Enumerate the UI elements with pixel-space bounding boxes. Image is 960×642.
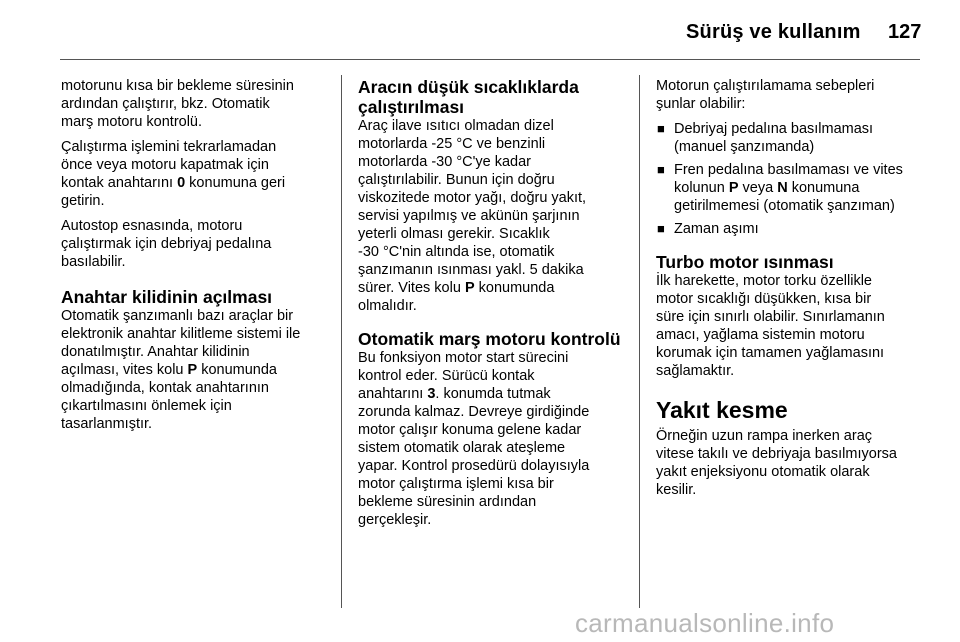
text-line: çalıştırmak için debriyaj pedalına — [61, 236, 272, 252]
section-heading: Turbo motor ısınması — [656, 252, 834, 272]
text-line: yeterli olması gerekir. Sıcaklık — [358, 226, 550, 242]
paragraph — [61, 77, 333, 131]
text-line — [674, 179, 940, 197]
text-line: sağlamaktır. — [656, 363, 735, 379]
text-line: (manuel şanzımanda) — [674, 139, 815, 155]
text-line: korumak için tamamen yağlamasını — [656, 345, 885, 361]
text-line: elektronik anahtar kilitleme sistemi ile — [61, 326, 301, 342]
text-line: zorunda kalmaz. Devreye girdiğinde — [358, 404, 590, 420]
list-item — [656, 161, 940, 215]
section-heading: Otomatik marş motoru kontrolü — [358, 329, 621, 349]
section-heading: Anahtar kilidinin açılması — [61, 287, 273, 307]
text-line: getirin. — [61, 193, 105, 209]
text-line: donatılmıştır. Anahtar kilidinin — [61, 344, 250, 360]
text-line: kesilir. — [656, 482, 697, 498]
list-item — [656, 220, 940, 238]
text-span: sürer. Vites kolu — [358, 280, 465, 296]
text-line: şanzımanın ısınması yakl. 5 dakika — [358, 262, 584, 278]
text-line: motorlarda -25 °C ve benzinli — [358, 136, 546, 152]
text-line — [358, 279, 633, 297]
text-line: Zaman aşımı — [674, 221, 759, 237]
paragraph — [61, 307, 333, 433]
text-line: Araç ilave ısıtıcı olmadan dizel — [358, 118, 554, 134]
paragraph — [61, 138, 333, 210]
text-line: yakıt enjeksiyonu otomatik olarak — [656, 464, 870, 480]
chapter-heading: Yakıt kesme — [656, 397, 788, 423]
list-item — [656, 120, 940, 156]
paragraph — [358, 117, 633, 315]
column-2 — [358, 77, 633, 536]
bullet-icon: ■ — [657, 162, 665, 177]
column-divider — [341, 75, 342, 608]
text-line: tasarlanmıştır. — [61, 416, 153, 432]
text-line: yapar. Kontrol prosedürü dolayısıyla — [358, 458, 590, 474]
column-divider — [639, 75, 640, 608]
text-line: marş motoru kontrolü. — [61, 114, 203, 130]
text-line: -30 °C'nin altında ise, otomatik — [358, 244, 555, 260]
text-line: viskozitede motor yağı, doğru yakıt, — [358, 190, 587, 206]
paragraph — [358, 349, 633, 529]
text-line: Örneğin uzun rampa inerken araç — [656, 428, 873, 444]
text-line: basılabilir. — [61, 254, 126, 270]
bold-text: P — [187, 362, 198, 378]
text-span: konumuna geri — [185, 175, 286, 191]
column-3 — [656, 77, 940, 506]
text-span: anahtarını — [358, 386, 428, 402]
text-line: çalıştırılabilir. Bunun için doğru — [358, 172, 555, 188]
bold-text: P — [728, 180, 739, 196]
text-span: kolunun — [674, 180, 729, 196]
bold-text: 0 — [177, 175, 186, 191]
text-line: motor çalışır konuma gelene kadar — [358, 422, 582, 438]
bold-text: 3 — [427, 386, 436, 402]
text-line: olmadığında, kontak anahtarının — [61, 380, 269, 396]
text-line: Otomatik şanzımanlı bazı araçlar bir — [61, 308, 294, 324]
text-line: servisi yapılmış ve akünün şarjının — [358, 208, 580, 224]
bold-text: N — [777, 180, 788, 196]
bullet-icon: ■ — [657, 221, 665, 236]
text-line: motorunu kısa bir bekleme süresinin — [61, 78, 294, 94]
text-line — [61, 361, 333, 379]
text-span: kontak anahtarını — [61, 175, 178, 191]
text-line: vitese takılı ve debriyaja basılmıyorsa — [656, 446, 897, 462]
text-line: Autostop esnasında, motoru — [61, 218, 243, 234]
text-line: amacı, yağlama sistemin motoru — [656, 327, 865, 343]
text-line: Bu fonksiyon motor start sürecini — [358, 350, 569, 366]
text-line: gerçekleşir. — [358, 512, 432, 528]
text-line: bekleme süresinin ardından — [358, 494, 537, 510]
text-line: önce veya motoru kapatmak için — [61, 157, 269, 173]
column-1 — [61, 77, 333, 440]
bullet-icon: ■ — [657, 121, 665, 136]
text-span: konumunda — [197, 362, 277, 378]
text-line: süre için sınırlı olabilir. Sınırlamanın — [656, 309, 885, 325]
text-line: motorlarda -30 °C'ye kadar — [358, 154, 531, 170]
text-line — [61, 174, 333, 192]
text-span: açılması, vites kolu — [61, 362, 188, 378]
text-line: İlk harekette, motor torku özellikle — [656, 273, 872, 289]
bullet-list — [656, 120, 940, 238]
text-line: Çalıştırma işlemini tekrarlamadan — [61, 139, 277, 155]
page-title: Sürüş ve kullanım — [686, 21, 861, 43]
bold-text: P — [464, 280, 475, 296]
text-line: Motorun çalıştırılamama sebepleri — [656, 78, 875, 94]
text-line: Debriyaj pedalına basılmaması — [674, 121, 874, 137]
section-heading — [358, 77, 633, 117]
paragraph — [656, 272, 940, 380]
text-line: olmalıdır. — [358, 298, 417, 314]
text-line: sistem otomatik olarak ateşleme — [358, 440, 566, 456]
text-line: Fren pedalına basılmaması ve vites — [674, 162, 903, 178]
text-line: Aracın düşük sıcaklıklarda — [358, 77, 579, 97]
text-span: . konumda tutmak — [435, 386, 551, 402]
text-line: ardından çalıştırır, bkz. Otomatik — [61, 96, 270, 112]
paragraph — [656, 77, 940, 113]
text-line — [358, 385, 633, 403]
text-line: motor çalıştırma işlemi kısa bir — [358, 476, 554, 492]
text-line: çalıştırılması — [358, 97, 465, 117]
text-span: konumunda — [474, 280, 555, 296]
text-line: şunlar olabilir: — [656, 96, 746, 112]
text-span: veya — [738, 180, 778, 196]
text-line: çıkartılmasını önlemek için — [61, 398, 232, 414]
text-line: kontrol eder. Sürücü kontak — [358, 368, 535, 384]
page-number: 127 — [888, 21, 922, 43]
site-watermark: carmanualsonline.info — [575, 608, 835, 638]
paragraph — [61, 217, 333, 271]
text-span: konumuna — [787, 180, 860, 196]
header-divider — [60, 59, 920, 60]
text-line: motor sıcaklığı düşükken, kısa bir — [656, 291, 872, 307]
paragraph — [656, 427, 940, 499]
text-line: getirilmemesi (otomatik şanzıman) — [674, 198, 895, 214]
